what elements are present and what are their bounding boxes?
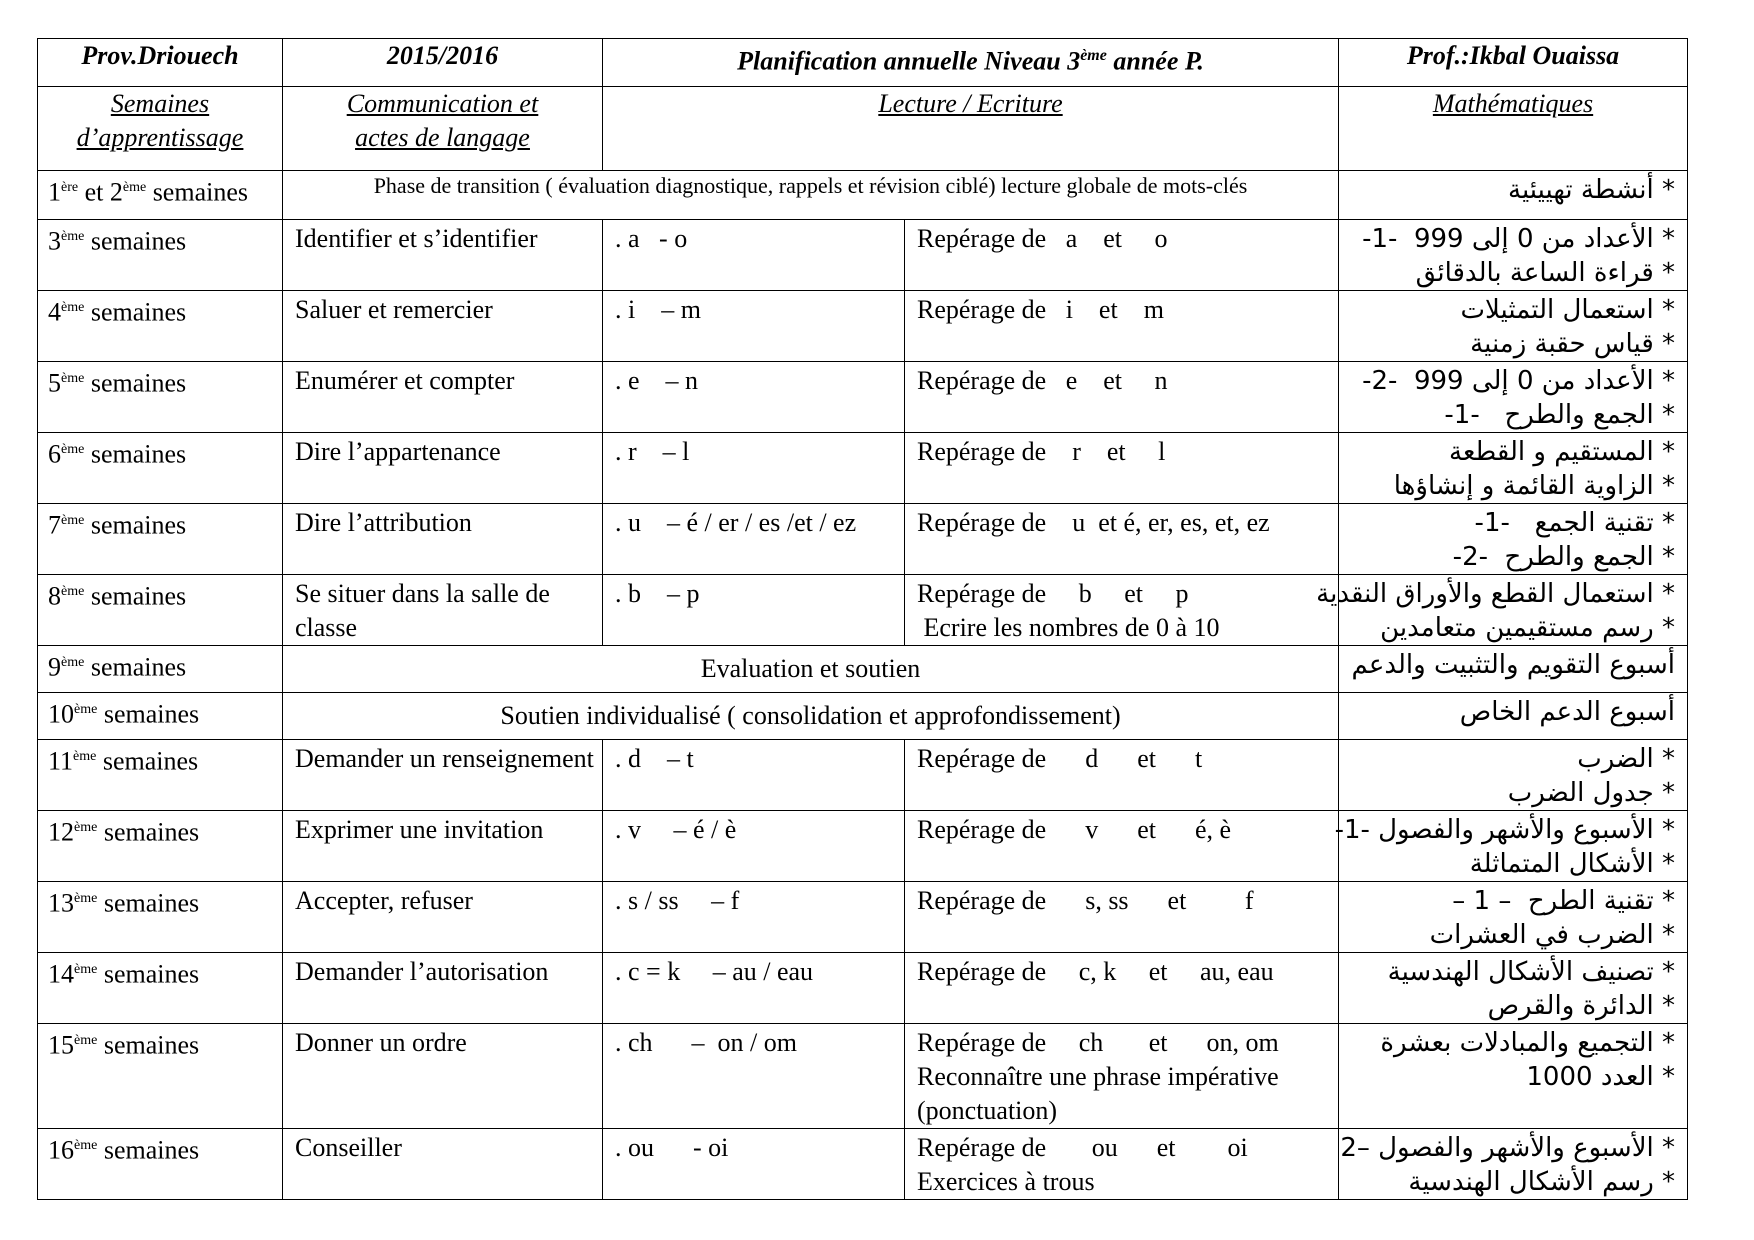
math-cell: * استعمال التمثيلات * قياس حقبة زمنية	[1339, 291, 1688, 362]
communication-cell: Dire l’attribution	[283, 504, 603, 575]
weeks-heading: Semaines d’apprentissage	[38, 87, 283, 171]
math-cell: * المستقيم و القطعة * الزاوية القائمة و إنشاؤها	[1339, 433, 1688, 504]
sounds-cell: . v – é / è	[603, 811, 905, 882]
reading-cell: Repérage de d et t	[905, 740, 1339, 811]
week-cell: 12ème semaines	[38, 811, 283, 882]
sounds-cell: . b – p	[603, 575, 905, 646]
communication-cell: Se situer dans la salle de classe	[283, 575, 603, 646]
title-cell: Planification annuelle Niveau 3ème année P.	[603, 39, 1339, 87]
table-row	[38, 220, 1688, 291]
week-cell: 14ème semaines	[38, 953, 283, 1024]
reading-cell: Repérage de ch et on, om Reconnaître une phrase impérative (ponctuation)	[905, 1024, 1339, 1129]
math-cell: * الأعداد من 0 إلى 999 -2- * الجمع والطرح -1-	[1339, 362, 1688, 433]
reading-cell: Repérage de s, ss et f	[905, 882, 1339, 953]
sounds-cell: . e – n	[603, 362, 905, 433]
support-text: Soutien individualisé ( consolidation et approfondissement)	[283, 693, 1339, 740]
week-cell: 1ère et 2ème semaines	[38, 171, 283, 220]
week-cell: 13ème semaines	[38, 882, 283, 953]
week-cell: 3ème semaines	[38, 220, 283, 291]
transition-row	[38, 171, 1688, 220]
reading-cell: Repérage de a et o	[905, 220, 1339, 291]
communication-cell: Saluer et remercier	[283, 291, 603, 362]
table-row	[38, 1129, 1688, 1200]
math-cell: * أنشطة تهييئية	[1339, 171, 1688, 220]
week-cell: 10ème semaines	[38, 693, 283, 740]
math-cell: * استعمال القطع والأوراق النقدية * رسم مستقيمين متعامدين	[1339, 575, 1688, 646]
sounds-cell: . i – m	[603, 291, 905, 362]
communication-cell: Accepter, refuser	[283, 882, 603, 953]
communication-cell: Donner un ordre	[283, 1024, 603, 1129]
week-cell: 11ème semaines	[38, 740, 283, 811]
teacher-cell: Prof.:Ikbal Ouaissa	[1339, 39, 1688, 87]
math-cell: * الضرب * جدول الضرب	[1339, 740, 1688, 811]
reading-cell: Repérage de c, k et au, eau	[905, 953, 1339, 1024]
reading-cell: Repérage de i et m	[905, 291, 1339, 362]
week-cell: 4ème semaines	[38, 291, 283, 362]
year-cell: 2015/2016	[283, 39, 603, 87]
province-cell: Prov.Driouech	[38, 39, 283, 87]
communication-cell: Dire l’appartenance	[283, 433, 603, 504]
communication-cell: Enumérer et compter	[283, 362, 603, 433]
support-row	[38, 693, 1688, 740]
header-row	[38, 39, 1688, 87]
sounds-cell: . r – l	[603, 433, 905, 504]
math-cell: * تصنيف الأشكال الهندسية * الدائرة والقرص	[1339, 953, 1688, 1024]
annual-plan-table	[37, 38, 1688, 1200]
communication-cell: Exprimer une invitation	[283, 811, 603, 882]
table-row	[38, 362, 1688, 433]
week-cell: 6ème semaines	[38, 433, 283, 504]
sounds-cell: . u – é / er / es /et / ez	[603, 504, 905, 575]
week-cell: 16ème semaines	[38, 1129, 283, 1200]
week-cell: 15ème semaines	[38, 1024, 283, 1129]
reading-cell: Repérage de ou et oi Exercices à trous	[905, 1129, 1339, 1200]
table-row	[38, 740, 1688, 811]
sounds-cell: . ch – on / om	[603, 1024, 905, 1129]
math-cell: * التجميع والمبادلات بعشرة * العدد 1000	[1339, 1024, 1688, 1129]
communication-heading: Communication et actes de langage	[283, 87, 603, 171]
reading-cell: Repérage de r et l	[905, 433, 1339, 504]
communication-cell: Identifier et s’identifier	[283, 220, 603, 291]
sounds-cell: . ou - oi	[603, 1129, 905, 1200]
math-cell: أسبوع التقويم والتثبيت والدعم	[1339, 646, 1688, 693]
math-cell: * الأعداد من 0 إلى 999 -1- * قراءة الساعة بالدقائق	[1339, 220, 1688, 291]
table-row	[38, 504, 1688, 575]
week-cell: 5ème semaines	[38, 362, 283, 433]
math-cell: * الأسبوع والأشهر والفصول –2 * رسم الأشكال الهندسية	[1339, 1129, 1688, 1200]
reading-cell: Repérage de v et é, è	[905, 811, 1339, 882]
sounds-cell: . s / ss – f	[603, 882, 905, 953]
table-row	[38, 291, 1688, 362]
math-cell: أسبوع الدعم الخاص	[1339, 693, 1688, 740]
reading-cell: Repérage de e et n	[905, 362, 1339, 433]
table-row	[38, 1024, 1688, 1129]
table-row	[38, 953, 1688, 1024]
week-cell: 7ème semaines	[38, 504, 283, 575]
math-heading: Mathématiques	[1339, 87, 1688, 171]
math-cell: * الأسبوع والأشهر والفصول -1- * الأشكال المتماثلة	[1339, 811, 1688, 882]
sounds-cell: . d – t	[603, 740, 905, 811]
reading-cell: Repérage de u et é, er, es, et, ez	[905, 504, 1339, 575]
table-row	[38, 575, 1688, 646]
sounds-cell: . a - o	[603, 220, 905, 291]
reading-cell: Repérage de b et p Ecrire les nombres de 0 à 10	[905, 575, 1339, 646]
subjects-row	[38, 87, 1688, 171]
math-cell: * تقنية الجمع -1- * الجمع والطرح -2-	[1339, 504, 1688, 575]
transition-text: Phase de transition ( évaluation diagnostique, rappels et révision ciblé) lecture globale de mots-clés	[283, 171, 1339, 220]
table-row	[38, 811, 1688, 882]
evaluation-row	[38, 646, 1688, 693]
week-cell: 8ème semaines	[38, 575, 283, 646]
communication-cell: Demander l’autorisation	[283, 953, 603, 1024]
table-row	[38, 433, 1688, 504]
table-row	[38, 882, 1688, 953]
communication-cell: Demander un renseignement	[283, 740, 603, 811]
week-cell: 9ème semaines	[38, 646, 283, 693]
sounds-cell: . c = k – au / eau	[603, 953, 905, 1024]
evaluation-text: Evaluation et soutien	[283, 646, 1339, 693]
math-cell: * تقنية الطرح – 1 – * الضرب في العشرات	[1339, 882, 1688, 953]
reading-heading: Lecture / Ecriture	[603, 87, 1339, 171]
communication-cell: Conseiller	[283, 1129, 603, 1200]
